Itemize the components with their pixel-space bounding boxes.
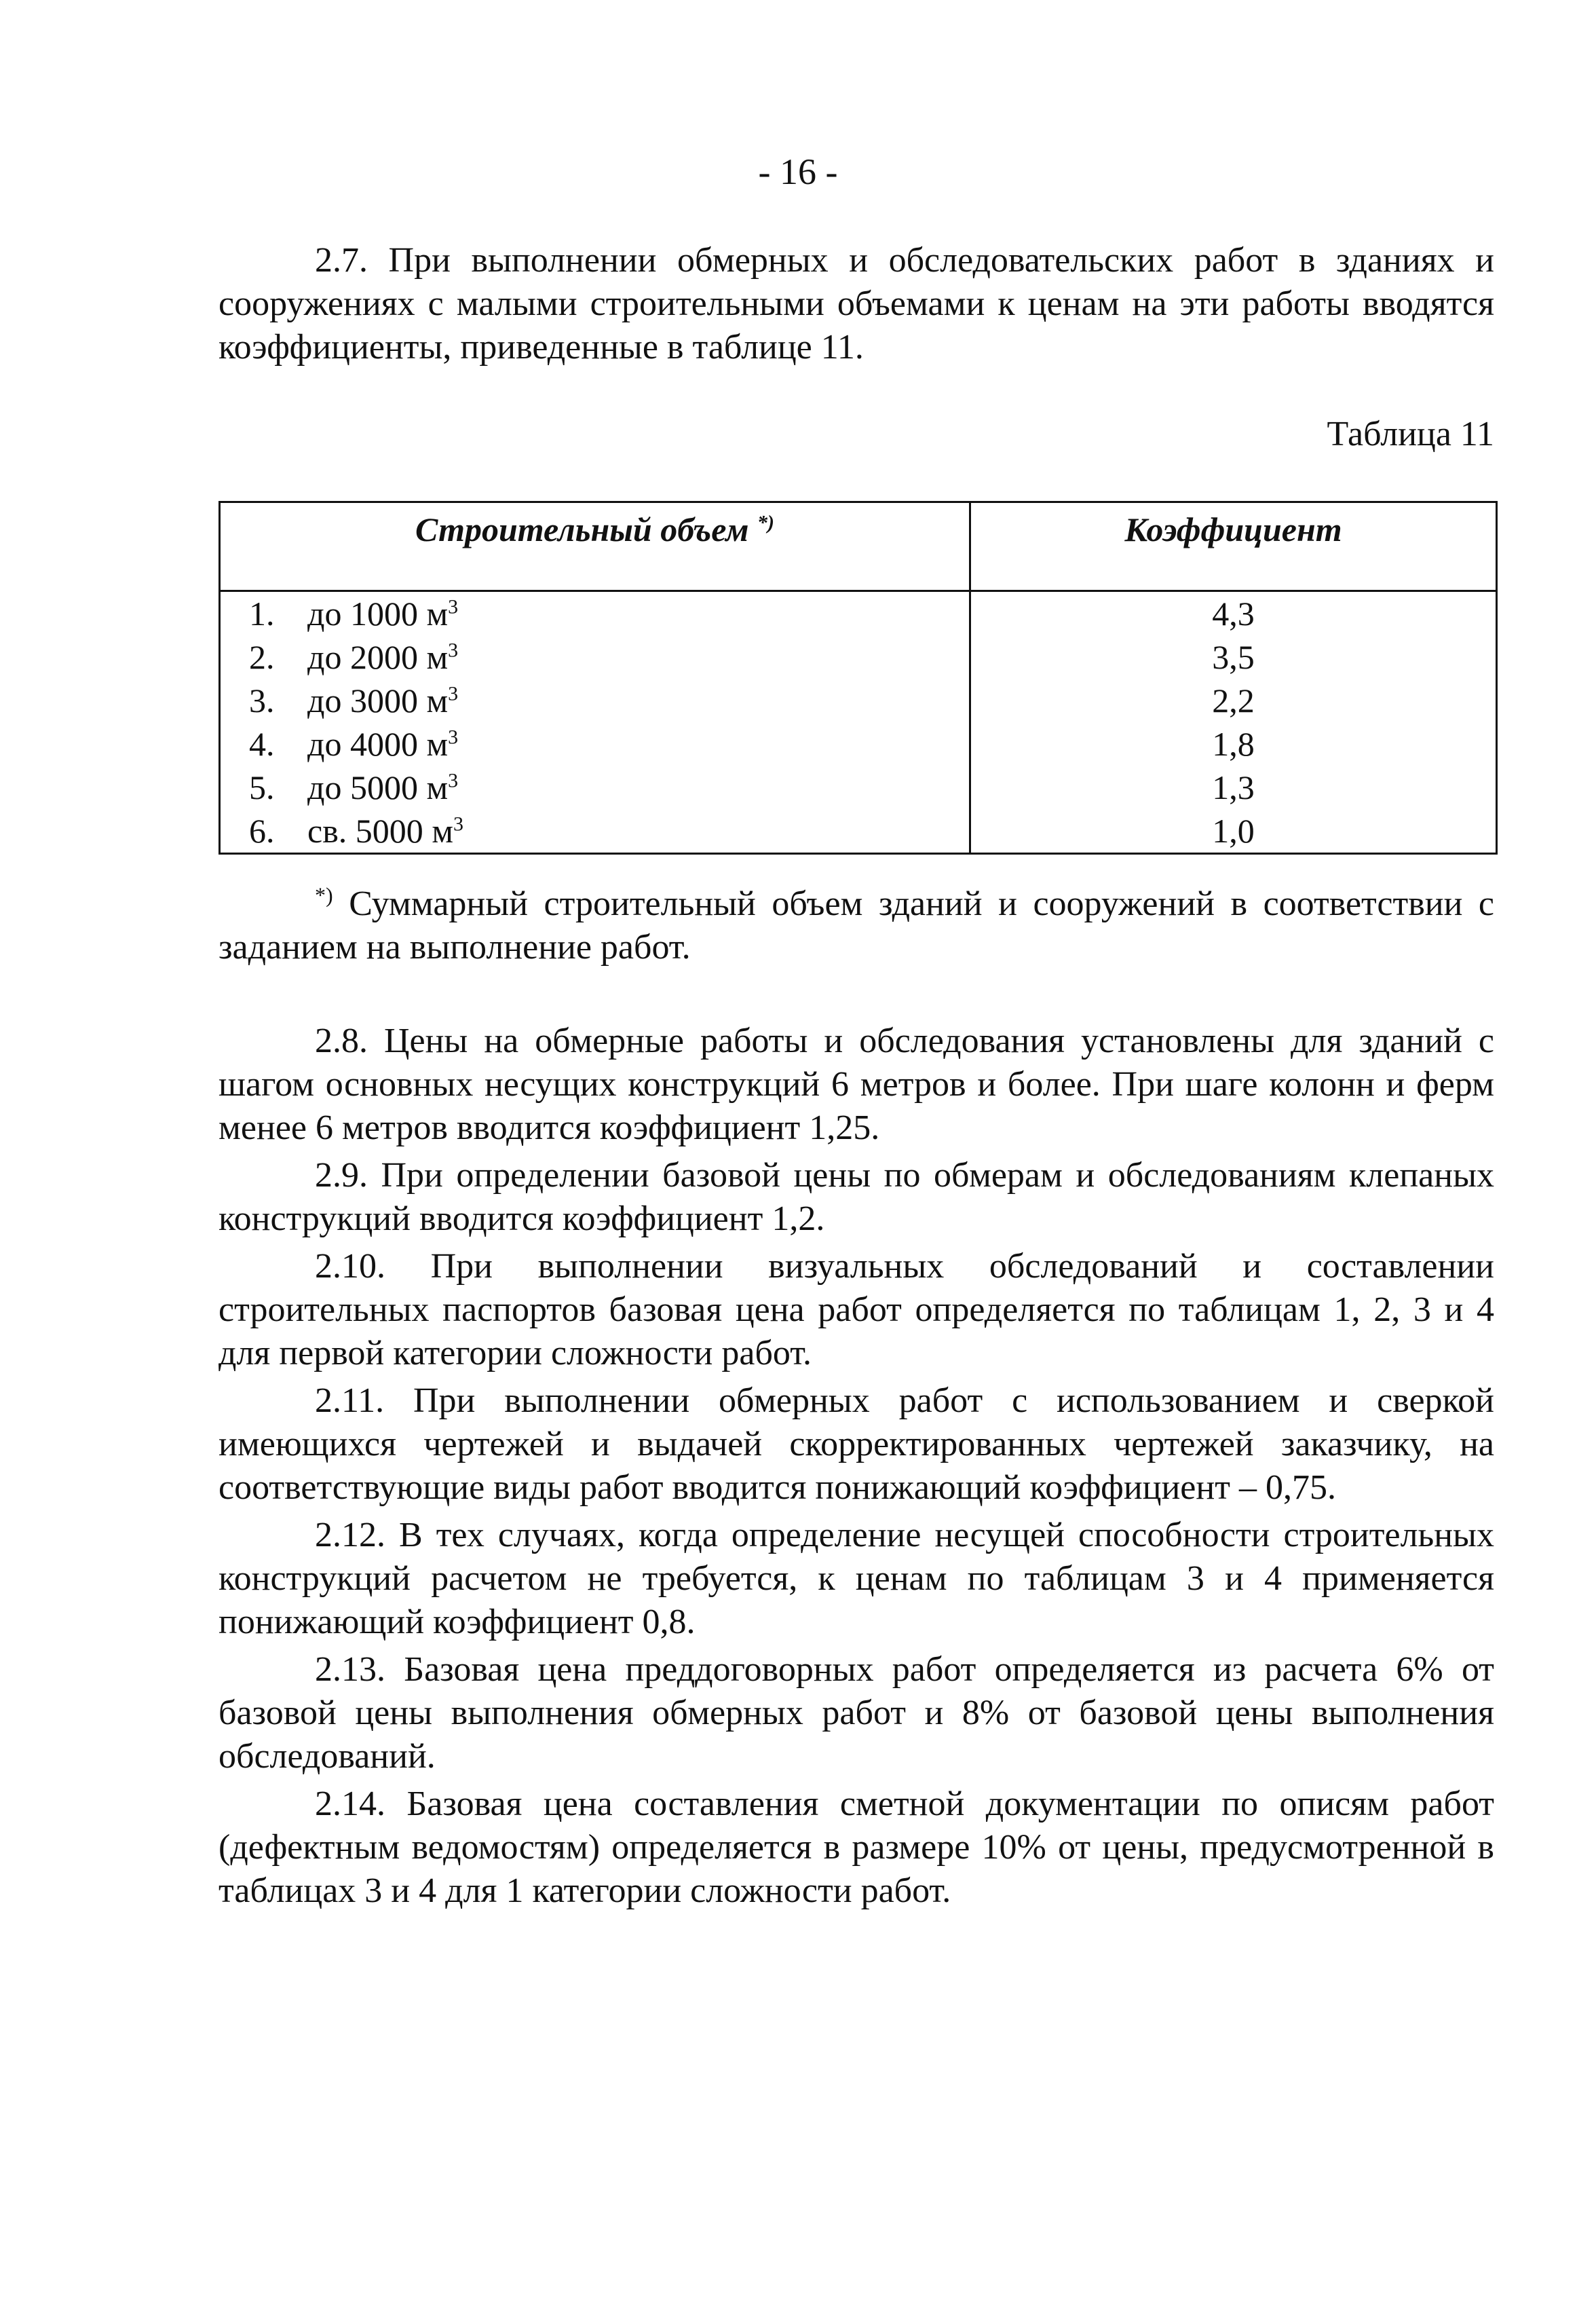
unit: м	[426, 725, 449, 763]
footnote	[218, 882, 1494, 969]
coefficient-cell: 1,0	[970, 809, 1497, 854]
table-row	[220, 722, 1497, 766]
table-caption: Таблица 11	[1327, 415, 1494, 453]
unit: м	[426, 638, 449, 676]
volume-cell	[220, 766, 970, 809]
volume-cell	[220, 722, 970, 766]
coefficient-cell: 2,2	[970, 679, 1497, 722]
unit-power: 3	[448, 769, 459, 792]
header-coefficient: Коэффициент	[970, 502, 1497, 591]
unit: м	[426, 595, 449, 633]
table-row	[220, 635, 1497, 679]
volume-cell	[220, 679, 970, 722]
page-number: - 16 -	[758, 151, 838, 192]
unit: м	[426, 681, 449, 720]
footnote-block	[218, 882, 1494, 969]
volume-cell	[220, 809, 970, 854]
clause-2-12: 2.12. В тех случаях, когда определение несущей способности строительных конструкций расчетом не требуется, к ценам по таблицам 3 и 4 применяется понижающий коэффициент 0,8.	[218, 1516, 1494, 1641]
clause-2-7: 2.7. При выполнении обмерных и обследовательских работ в зданиях и сооружениях с малыми строительными объемами к ценам на эти работы вводятся коэффициенты, приведенные в таблице 11.	[218, 241, 1494, 367]
table-row	[220, 809, 1497, 854]
coefficient-cell: 4,3	[970, 591, 1497, 636]
coefficient-cell: 1,8	[970, 722, 1497, 766]
intro-paragraph-block	[218, 239, 1494, 369]
unit-power: 3	[448, 639, 459, 662]
coefficient-table	[218, 501, 1498, 855]
volume-value: до 3000	[307, 681, 418, 720]
clause-2-14: 2.14. Базовая цена составления сметной документации по описям работ (дефектным ведомостям) определяется в размере 10% от цены, предусмотренной в таблицах 3 и 4 для 1 категории сложности работ.	[218, 1785, 1494, 1910]
table-row	[220, 766, 1497, 809]
volume-cell	[220, 635, 970, 679]
row-number: 2.	[249, 638, 275, 676]
volume-value: св. 5000	[307, 812, 423, 850]
footnote-mark: *)	[315, 882, 333, 908]
clause-2-10: 2.10. При выполнении визуальных обследований и составлении строительных паспортов базовая цена работ определяется по таблицам 1, 2, 3 и 4 для первой категории сложности работ.	[218, 1247, 1494, 1372]
clauses-block	[218, 1020, 1494, 1917]
clause-2-13: 2.13. Базовая цена преддоговорных работ определяется из расчета 6% от базовой цены выполнения обмерных работ и 8% от базовой цены выполнения обследований.	[218, 1650, 1494, 1776]
header-volume-label: Строительный объем	[415, 510, 749, 548]
header-volume	[220, 502, 970, 591]
row-number: 3.	[249, 681, 275, 720]
table-row	[220, 679, 1497, 722]
unit: м	[432, 812, 453, 850]
footnote-text: Суммарный строительный объем зданий и сооружений в соответствии с заданием на выполнение работ.	[218, 884, 1495, 967]
row-number: 1.	[249, 595, 275, 633]
header-volume-footnote-mark: *)	[757, 511, 774, 534]
coefficient-cell: 3,5	[970, 635, 1497, 679]
unit-power: 3	[448, 726, 459, 749]
volume-value: до 2000	[307, 638, 418, 676]
clause-2-9: 2.9. При определении базовой цены по обмерам и обследованиям клепаных конструкций вводится коэффициент 1,2.	[218, 1156, 1494, 1238]
volume-value: до 1000	[307, 595, 418, 633]
row-number: 5.	[249, 768, 275, 806]
table-row	[220, 591, 1497, 636]
volume-value: до 4000	[307, 725, 418, 763]
volume-cell	[220, 591, 970, 636]
clause-2-11: 2.11. При выполнении обмерных работ с использованием и сверкой имеющихся чертежей и выдачей скорректированных чертежей заказчику, на соответствующие виды работ вводится понижающий коэффициент – 0,75.	[218, 1381, 1494, 1507]
row-number: 4.	[249, 725, 275, 763]
table-header-row	[220, 502, 1497, 591]
unit: м	[426, 768, 449, 806]
clause-2-8: 2.8. Цены на обмерные работы и обследования установлены для зданий с шагом основных несущих конструкций 6 метров и более. При шаге колонн и ферм менее 6 метров вводится коэффициент 1,25.	[218, 1022, 1494, 1147]
row-number: 6.	[249, 812, 275, 850]
unit-power: 3	[453, 813, 463, 836]
coefficient-cell: 1,3	[970, 766, 1497, 809]
volume-value: до 5000	[307, 768, 418, 806]
unit-power: 3	[448, 595, 459, 618]
unit-power: 3	[448, 682, 459, 705]
